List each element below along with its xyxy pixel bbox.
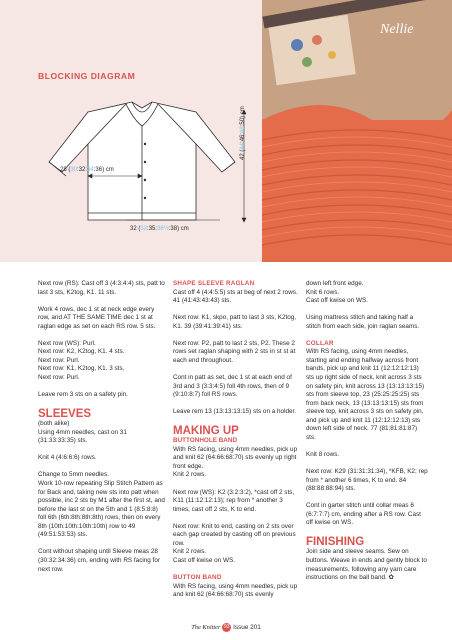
paragraph: Change to 5mm needles.	[38, 471, 109, 479]
knit-fabric-image	[262, 0, 452, 262]
buttonhole-band-heading: BUTTONHOLE BAND	[173, 437, 238, 445]
paragraph: Next row: K2, K2tog, K1. 4 sts.	[38, 348, 125, 356]
paragraph: Knit 6 rows.	[306, 288, 340, 296]
body-length-label: 42 (44:46:48:50) cm	[240, 106, 246, 160]
paragraph: Cont without shaping until Sleeve meas 28 (30:32:34:36) cm, ending with RS facing for next row.	[38, 548, 161, 573]
paragraph: Work 10-row repeating Slip Stitch Pattern as for Back and, taking new sts into patt when possible, inc 2 sts by M1 after the first st, and before the last st on the 5th and 1 (8:5:8:8) foll 6th (6th:8th:8th:8th) rows, then on every 8th (10th:10th:10th:10th) row to 49 (49:51:53:53) sts.	[38, 480, 165, 539]
knitted-cardigan-photo	[262, 0, 452, 262]
finishing-heading: FINISHING	[306, 536, 365, 549]
paragraph: Knit 2 rows.	[173, 471, 207, 479]
paragraph: Knit 8 rows.	[306, 450, 340, 458]
paragraph: Cont in garter stitch until collar meas 6 (6:7:7:7) cm, ending after a RS row. Cast off kwise on WS.	[306, 502, 421, 527]
paragraph: Next row: Purl.	[38, 356, 80, 364]
sleeve-length-label: 32 (33:35:36½:38) cm	[130, 226, 189, 232]
text-column-3	[306, 280, 428, 591]
paragraph: Next row (WS): Purl.	[38, 339, 96, 347]
magazine-name: The Knitter	[191, 624, 221, 632]
page-number: 93	[224, 624, 230, 630]
paragraph: Next row: K1, K2tog, K1. 3 sts.	[38, 365, 125, 373]
paragraph: Leave rem 3 sts on a safety pin.	[38, 391, 128, 399]
paragraph: Join side and sleeve seams. Sew on buttons. Weave in ends and gently block to measurements, following any yarn care instructions on the ball band. ✿	[306, 548, 427, 582]
paragraph: Next row: K1, skpo, patt to last 3 sts, K2tog, K1. 39 (39:41:39:41) sts.	[173, 314, 297, 330]
paragraph: Knit 4 (4:6:6:6) rows.	[38, 454, 97, 462]
collar-heading: COLLAR	[306, 339, 334, 347]
paragraph: Cast off kwise on WS.	[306, 297, 368, 305]
paragraph: Next row: K29 (31:31:31:34), *KFB, K2; rep from * another 6 times, K to end. 84 (88:88:88:94) sts.	[306, 468, 428, 493]
button-band-heading: BUTTON BAND	[173, 574, 222, 582]
blocking-diagram-title: BLOCKING DIAGRAM	[38, 71, 136, 81]
sleeves-heading: SLEEVES	[38, 408, 92, 421]
paragraph: Cast off 4 (4:4:5:5) sts at beg of next 2 rows. 41 (41:43:43:43) sts.	[173, 288, 298, 305]
paragraph: down left front edge.	[306, 280, 364, 287]
paragraph: (both alike)	[38, 420, 70, 428]
paragraph: Knit 2 rows.	[173, 548, 207, 556]
making-up-heading: MAKING UP	[173, 425, 239, 438]
issue-number: Issue 201	[233, 624, 261, 632]
pattern-name: Nellie	[380, 22, 414, 37]
paragraph: Cast off kwise on WS.	[173, 556, 235, 564]
paragraph: Cont in patt as set, dec 1 st at each end of 3rd and 3 (3:3:4:5) foll 4th rows, then of 9 (9:10:8:7) foll RS rows.	[173, 374, 292, 399]
paragraph: Work 4 rows, dec 1 st at neck edge every row, and AT THE SAME TIME dec 1 st at raglan edge as set on each RS row. 5 sts.	[38, 305, 156, 330]
paragraph: Next row: Purl.	[38, 374, 80, 382]
paragraph: With RS facing, using 4mm needles, pick up and knit 62 (64:66:68:70) sts evenly	[173, 582, 298, 599]
text-column-1	[38, 280, 166, 583]
page-footer	[0, 623, 452, 632]
paragraph: Using mattress stitch and taking half a stitch from each side, join raglan seams.	[306, 314, 420, 330]
paragraph: Leave rem 13 (13:13:13:15) sts on a holder.	[173, 408, 297, 416]
paragraph: With RS facing, using 4mm needles, starting and ending halfway across front bands, pick up and knit 11 (12:12:12:13) sts up right side of neck, knit across 3 sts on safety pin, knit across 13 (13:13:13:15) sts from sleeve top, 23 (25:25:25:25) sts from back neck, 13 (13:13:13:15) sts from sleeve top, knit across 3 sts on safety pin, and pick up and knit 11 (12:12:12:13) sts down left side of neck. 77 (81:81:81:87) sts.	[306, 348, 425, 441]
shape-sleeve-raglan-heading: SHAPE SLEEVE RAGLAN	[173, 280, 255, 287]
text-column-2	[173, 280, 301, 600]
paragraph: Next row: Knit to end, casting on 2 sts over each gap created by casting off on previous row.	[173, 522, 296, 547]
paragraph: With RS facing, using 4mm needles, pick up and knit 62 (64:66:68:70) sts evenly up right front edge.	[173, 445, 298, 470]
cardigan-schematic	[30, 92, 252, 232]
paragraph: Using 4mm needles, cast on 31 (31:33:33:35) sts.	[38, 428, 127, 445]
paragraph: Next row (RS): Cast off 3 (4:3:4:4) sts, patt to last 3 sts, K2tog, K1. 11 sts.	[38, 280, 165, 296]
paragraph: Next row (WS): K2 (3:2:3:2), *cast off 2 sts, K11 (11:12:12:13); rep from * another 3 times, cast off 2 sts, K to end.	[173, 488, 295, 513]
chest-width-label: 28 (30:32:34:36) cm	[60, 167, 114, 173]
paragraph: Next row: P2, patt to last 2 sts, P2. These 2 rows set raglan shaping with 2 sts in st st at each end throughout.	[173, 339, 296, 364]
